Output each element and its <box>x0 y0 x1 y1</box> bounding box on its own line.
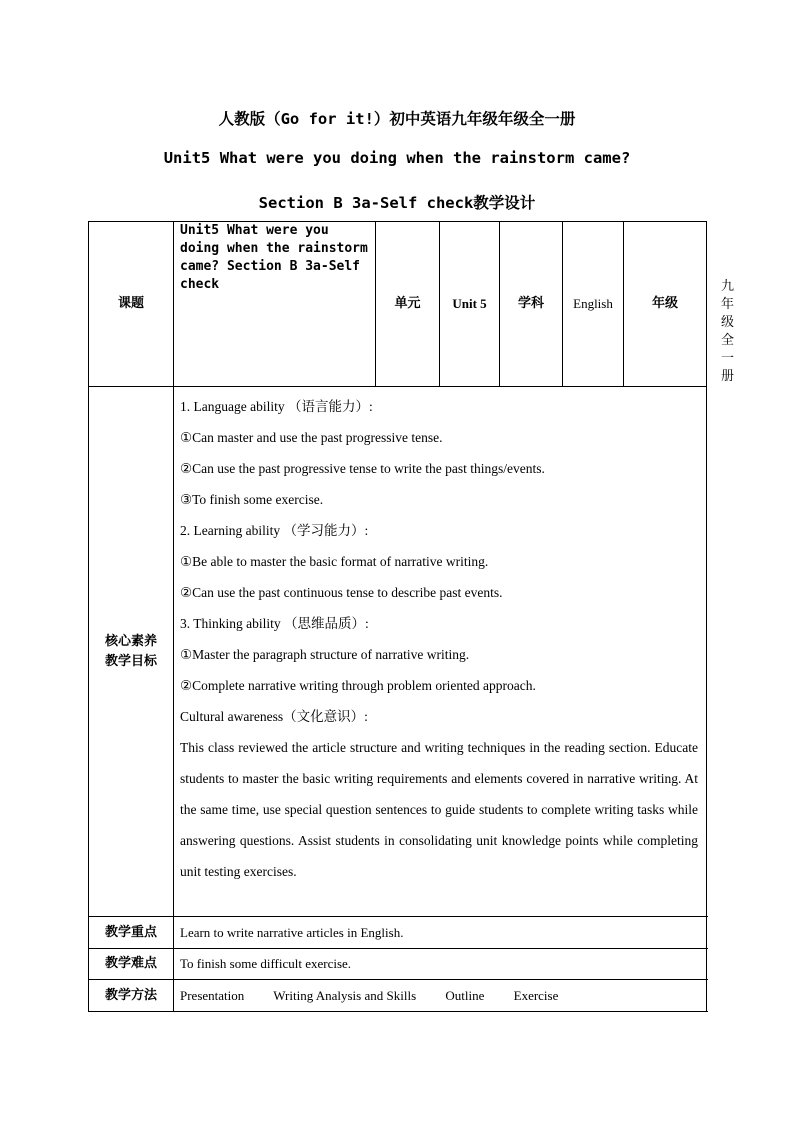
objective-line: 2. Learning ability （学习能力）: <box>180 523 369 538</box>
objective-line: ②Can use the past continuous tense to describe past events. <box>180 585 503 600</box>
unit-title: Unit5 What were you doing when the rainstorm came? <box>163 149 631 167</box>
methods-value <box>174 980 707 1012</box>
unit-value: Unit 5 <box>440 222 500 387</box>
method-item: Presentation <box>180 987 245 1003</box>
cultural-awareness-paragraph: This class reviewed the article structure and writing techniques in the reading section. Educate students to master the basic writing requirements and elements covered in narrative writing. At the same time, use special question sentences to guide students to complete writing tasks while answering questions. Assist students in consolidating unit knowledge points while completing unit testing exercises. <box>180 740 698 879</box>
subject-label: 学科 <box>500 222 563 387</box>
difficulty-row <box>89 949 707 980</box>
lesson-plan-table <box>88 221 735 1012</box>
objective-line: ③To finish some exercise. <box>180 492 324 507</box>
methods-row <box>89 980 707 1012</box>
objective-line: ②Can use the past progressive tense to write the past things/events. <box>180 461 545 476</box>
unit-label: 单元 <box>376 222 440 387</box>
lesson-label: 课题 <box>89 222 174 387</box>
key-point-row <box>89 917 707 949</box>
document-title: 人教版（Go for it!）初中英语九年级年级全一册 <box>218 110 576 128</box>
objective-line: Cultural awareness（文化意识）: <box>180 709 368 724</box>
objective-line: 3. Thinking ability （思维品质）: <box>180 616 369 631</box>
key-point-label: 教学重点 <box>89 917 174 949</box>
section-title: Section B 3a-Self check教学设计 <box>258 194 536 212</box>
method-item: Writing Analysis and Skills <box>273 987 417 1003</box>
objective-line: 1. Language ability （语言能力）: <box>180 399 373 414</box>
subject-value: English <box>563 222 624 387</box>
objective-line: ②Complete narrative writing through problem oriented approach. <box>180 678 536 693</box>
difficulty-label: 教学难点 <box>89 949 174 980</box>
method-item: Outline <box>445 987 485 1003</box>
methods-label: 教学方法 <box>89 980 174 1012</box>
objective-line: ①Be able to master the basic format of narrative writing. <box>180 554 489 569</box>
key-point-value: Learn to write narrative articles in English. <box>174 917 707 949</box>
lesson-title: Unit5 What were you doing when the rainstorm came? Section B 3a-Self check <box>174 222 376 387</box>
difficulty-value: To finish some difficult exercise. <box>174 949 707 980</box>
objective-line: ①Can master and use the past progressive tense. <box>180 430 443 445</box>
method-item: Exercise <box>513 987 559 1003</box>
objectives-row <box>89 387 707 917</box>
objective-line: ①Master the paragraph structure of narrative writing. <box>180 647 470 662</box>
objectives-label: 核心素养教学目标 <box>89 387 174 917</box>
grade-label: 年级 <box>624 222 707 387</box>
info-row: 课题 Unit5 What were you doing when the rainstorm came? Section B 3a-Self check 单元 Unit 5 学科 English 年级 九年级全一册 <box>89 222 707 387</box>
objectives-content <box>174 387 707 917</box>
